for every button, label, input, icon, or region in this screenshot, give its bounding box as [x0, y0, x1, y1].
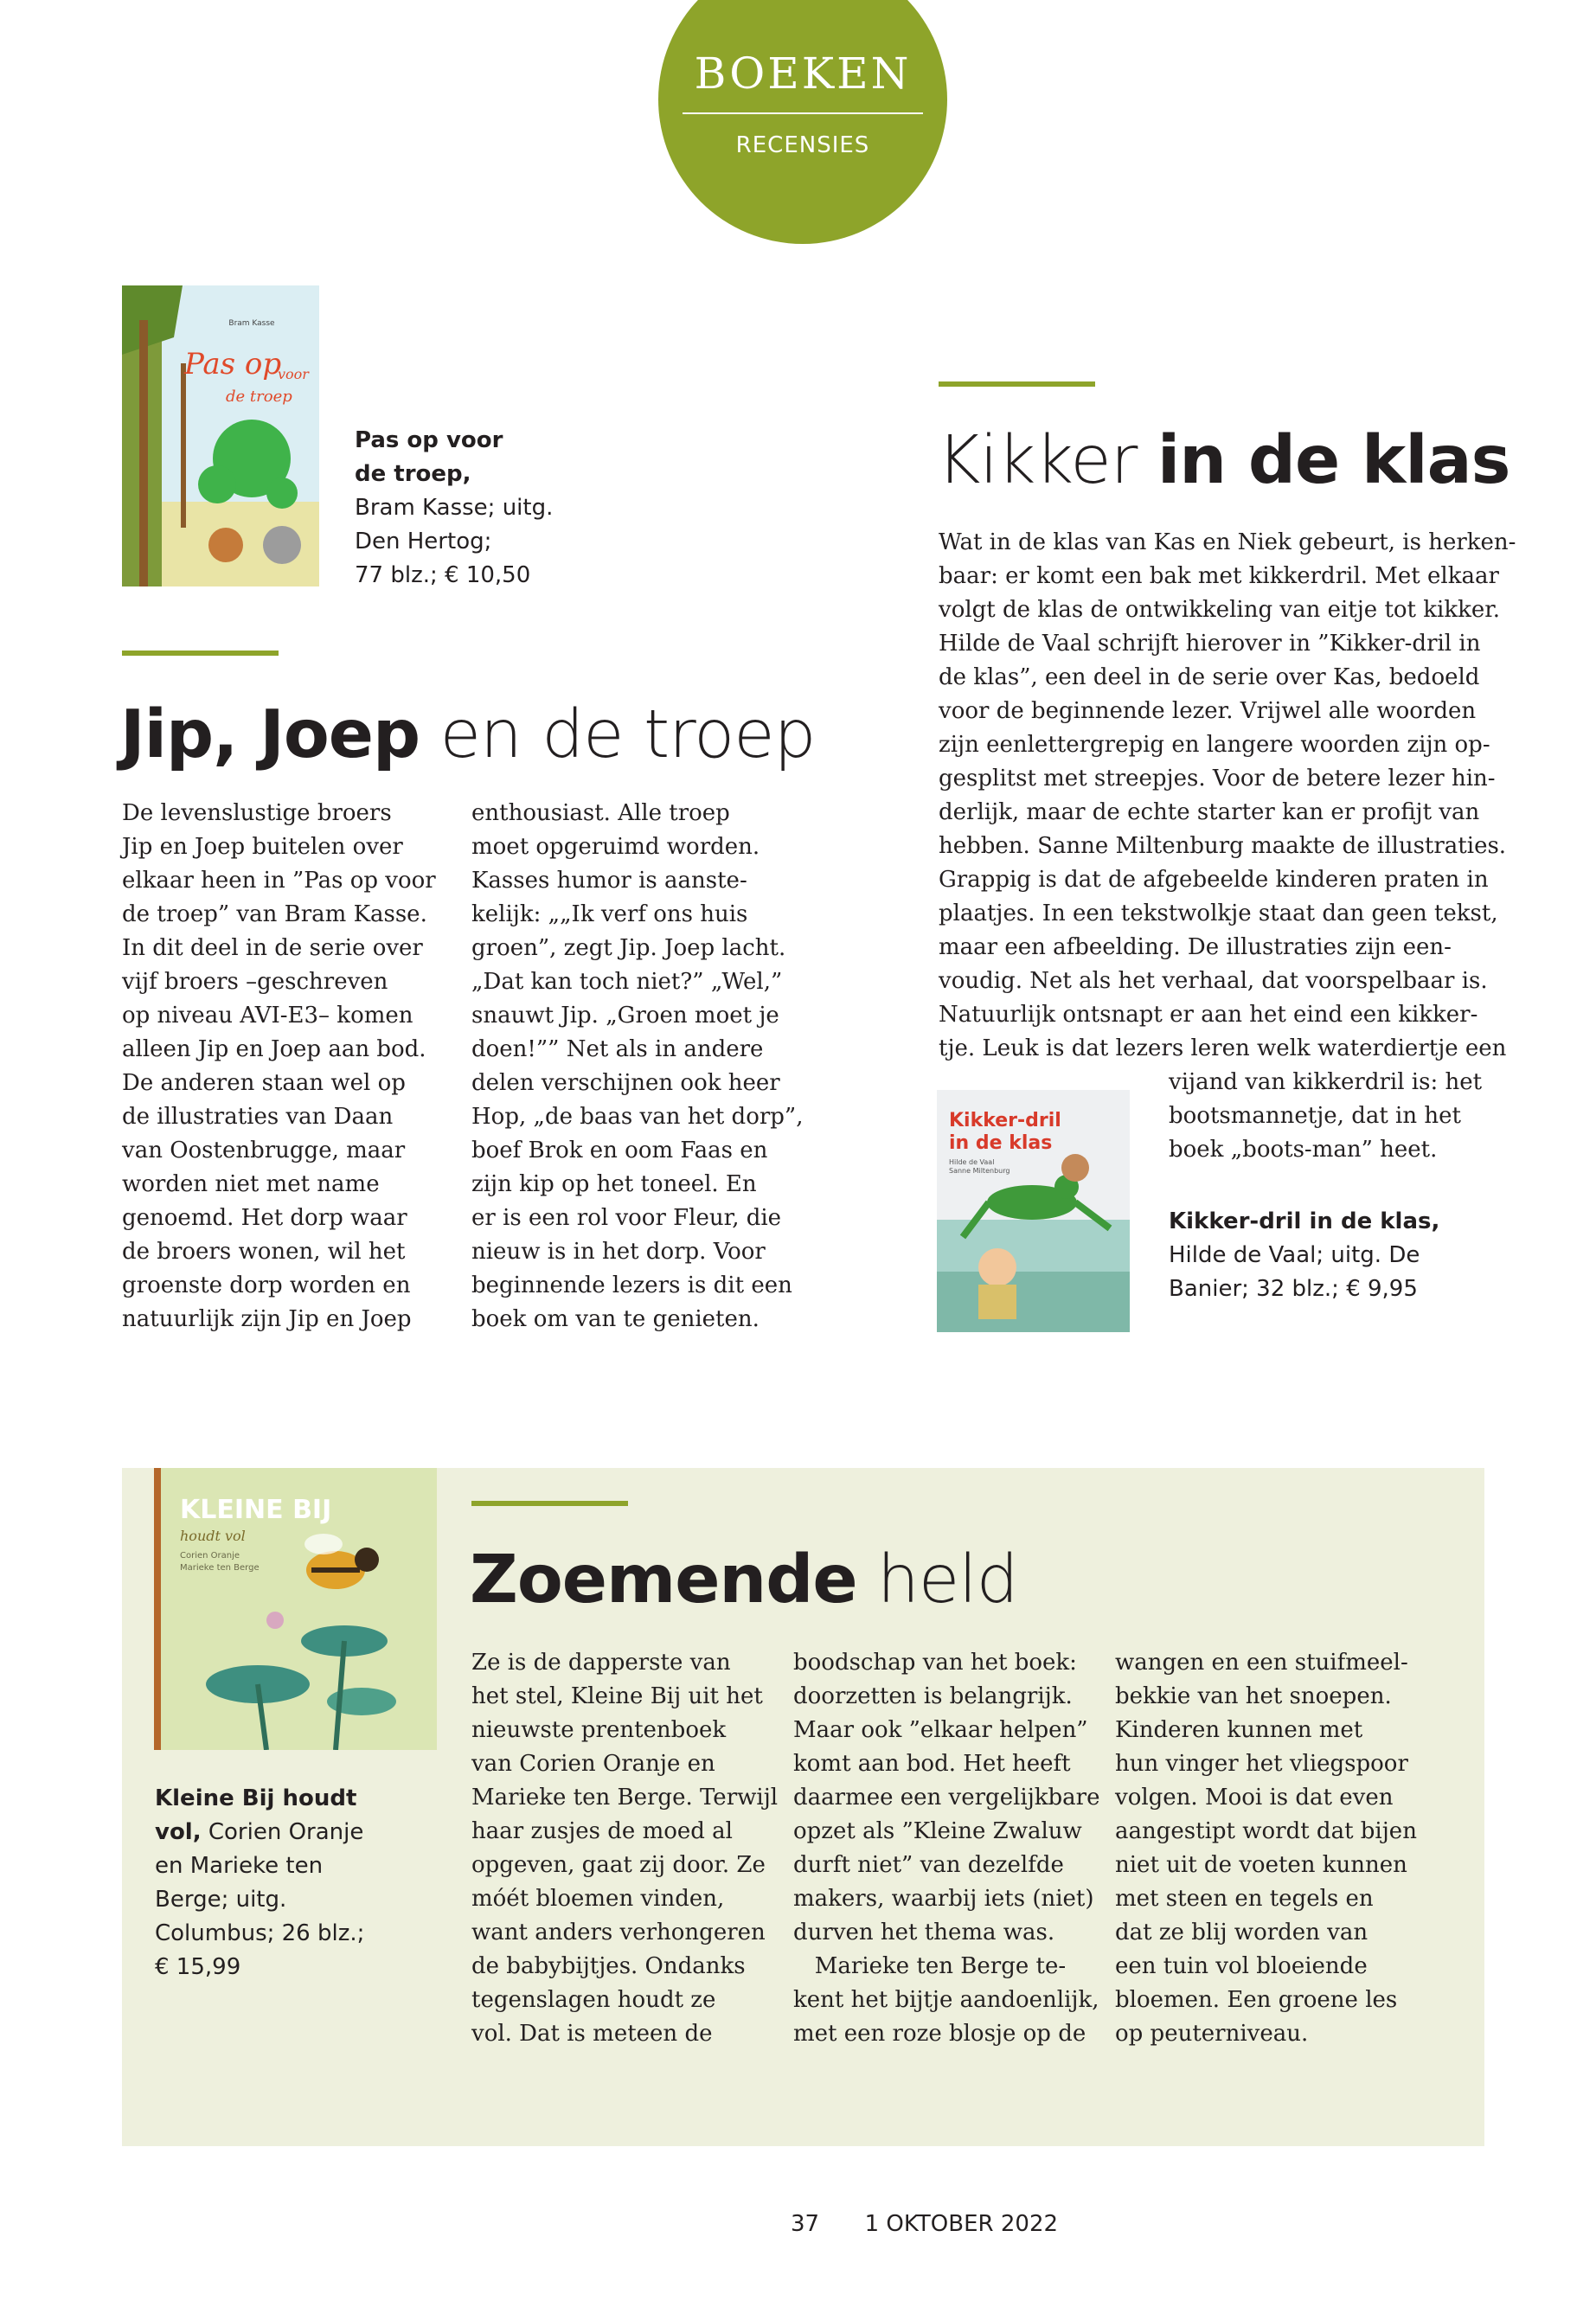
text-line: doorzetten is belangrijk. [793, 1683, 1073, 1709]
book-detail-part: Corien Oranje [201, 1819, 364, 1845]
book-info-pas-op [355, 424, 614, 593]
text-line: Marieke ten Berge. Terwijl [471, 1785, 779, 1811]
text-line: de troep” van Bram Kasse. [122, 901, 427, 927]
text-line: vijand van kikkerdril is: het [1169, 1069, 1483, 1095]
text-line: wangen en een stuifmeel- [1115, 1650, 1408, 1676]
text-line: komt aan bod. Het heeft [793, 1751, 1071, 1777]
text-line: vijf broers –geschreven [122, 969, 388, 995]
text-line: van Corien Oranje en [471, 1751, 715, 1777]
text-line: hebben. Sanne Miltenburg maakte de illustraties. [939, 833, 1507, 859]
article-column-2 [793, 1646, 1100, 2051]
cover-title-2: in de klas [949, 1132, 1053, 1154]
text-line: Hilde de Vaal schrijft hierover in ”Kikker-dril in [939, 631, 1481, 657]
text-line: volgt de klas de ontwikkeling van eitje tot kikker. [939, 597, 1501, 623]
book-detail: Den Hertog; [355, 529, 492, 554]
book-detail: Bram Kasse; uitg. [355, 495, 554, 521]
text-line: op peuterniveau. [1115, 2021, 1309, 2047]
text-line: de broers wonen, wil het [122, 1239, 406, 1265]
text-line: zijn eenlettergrepig en langere woorden zijn op- [939, 732, 1490, 758]
article-column-1 [471, 1646, 778, 2051]
cover-author-1: Hilde de Vaal [949, 1158, 995, 1166]
text-line: alleen Jip en Joep aan bod. [122, 1036, 426, 1062]
book-detail: Hilde de Vaal; uitg. De [1169, 1242, 1420, 1268]
article-heading-kikker [937, 422, 1509, 500]
book-title-part: vol, [155, 1819, 202, 1845]
book-cover-pas-op-voor-de-troep [122, 285, 319, 586]
text-line: enthousiast. Alle troep [471, 800, 730, 826]
cover-title-3: de troep [226, 388, 292, 406]
text-line: Natuurlijk ontsnapt er aan het eind een kikker- [939, 1002, 1478, 1028]
article-column-2 [471, 797, 804, 1336]
text-line: Kinderen kunnen met [1115, 1717, 1363, 1743]
cover-author-2: Sanne Miltenburg [949, 1167, 1010, 1175]
text-line: snauwt Jip. „Groen moet je [471, 1003, 779, 1029]
text-line: met steen en tegels en [1115, 1886, 1374, 1912]
text-line: groenste dorp worden en [122, 1272, 411, 1298]
text-line: beginnende lezers is dit een [471, 1272, 792, 1298]
text-line: makers, waarbij iets (niet) [793, 1886, 1094, 1912]
article-column-3 [1115, 1646, 1417, 2051]
text-line: de klas”, een deel in de serie over Kas, bedoeld [939, 664, 1480, 690]
text-line: een tuin vol bloeiende [1115, 1953, 1368, 1979]
text-line: groen”, zegt Jip. Joep lacht. [471, 935, 786, 961]
issue-date: 1 OKTOBER 2022 [864, 2211, 1059, 2237]
book-info-kleine-bij [155, 1782, 432, 1984]
text-line: er is een rol voor Fleur, die [471, 1205, 782, 1231]
text-line: durft niet” van dezelfde [793, 1852, 1064, 1878]
heading-light: en de troep [420, 696, 816, 773]
book-note-line [155, 1917, 432, 1951]
text-line: Maar ook ”elkaar helpen” [793, 1717, 1088, 1743]
cover-title: KLEINE BIJ [180, 1495, 332, 1525]
text-line: vol. Dat is meteen de [471, 2021, 713, 2047]
book-detail: Banier; 32 blz.; € 9,95 [1169, 1276, 1418, 1302]
book-detail-part: Columbus; 26 blz.; [155, 1920, 365, 1946]
book-detail-part: en Marieke ten [155, 1853, 324, 1879]
text-line: nieuw is in het dorp. Voor [471, 1239, 766, 1265]
text-line: moet opgeruimd worden. [471, 834, 760, 860]
text-line: „Dat kan toch niet?” „Wel,” [471, 969, 783, 995]
book-title-line: de troep, [355, 461, 471, 487]
text-line: boek om van te genieten. [471, 1306, 760, 1332]
book-title-line: Kikker-dril in de klas, [1169, 1208, 1440, 1234]
text-line: worden niet met name [122, 1171, 380, 1197]
book-note-line [155, 1951, 432, 1984]
text-line: In dit deel in de serie over [122, 935, 423, 961]
text-line: met een roze blosje op de [793, 2021, 1086, 2047]
text-line: delen verschijnen ook heer [471, 1070, 780, 1096]
section-subtitle: RECENSIES [735, 132, 870, 158]
section-badge [658, 0, 947, 244]
badge-divider [683, 112, 923, 114]
text-line: móét bloemen vinden, [471, 1886, 725, 1912]
text-line: de babybijtjes. Ondanks [471, 1953, 746, 1979]
text-line: op niveau AVI-E3– komen [122, 1003, 413, 1029]
book-detail: 77 blz.; € 10,50 [355, 562, 531, 588]
text-line: Kasses humor is aanste- [471, 868, 747, 894]
text-line: doen!”” Net als in andere [471, 1036, 764, 1062]
text-line: natuurlijk zijn Jip en Joep [122, 1306, 412, 1332]
text-line: durven het thema was. [793, 1920, 1055, 1945]
cover-author-1: Corien Oranje [180, 1551, 240, 1561]
text-line: aangestipt wordt dat bijen [1115, 1818, 1417, 1844]
text-line: kent het bijtje aandoenlijk, [793, 1987, 1099, 2013]
text-line: voor de beginnende lezer. Vrijwel alle woorden [939, 698, 1477, 724]
text-line: kelijk: „„Ik verf ons huis [471, 901, 748, 927]
book-cover-kikker-dril [937, 1090, 1130, 1332]
book-title-line: Pas op voor [355, 427, 503, 453]
text-line: elkaar heen in ”Pas op voor [122, 868, 436, 894]
text-line: bloemen. Een groene les [1115, 1987, 1398, 2013]
book-note-line [155, 1849, 432, 1883]
text-line: Wat in de klas van Kas en Niek gebeurt, is herken- [939, 529, 1516, 555]
text-line: de illustraties van Daan [122, 1104, 394, 1130]
text-line: boek „boots-man” heet. [1169, 1137, 1438, 1163]
text-line: voudig. Net als het verhaal, dat voorspelbaar is. [939, 968, 1488, 994]
text-line: van Oostenbrugge, maar [122, 1138, 406, 1163]
article-heading-jip-joep [120, 696, 816, 774]
text-line: tje. Leuk is dat lezers leren welk waterdiertje een [939, 1035, 1507, 1061]
text-line: daarmee een vergelijkbare [793, 1785, 1100, 1811]
text-line: genoemd. Het dorp waar [122, 1205, 407, 1231]
cover-author-2: Marieke ten Berge [180, 1563, 260, 1573]
text-line: baar: er komt een bak met kikkerdril. Met elkaar [939, 563, 1499, 589]
cover-title-1: Kikker-dril [949, 1110, 1061, 1131]
page-number: 37 [791, 2211, 820, 2237]
text-line: De anderen staan wel op [122, 1070, 406, 1096]
text-line: want anders verhongeren [471, 1920, 766, 1945]
cover-title-1: Pas op [184, 347, 282, 381]
cover-subtitle: houdt vol [180, 1528, 246, 1544]
text-line: tegenslagen houdt ze [471, 1987, 716, 2013]
text-line: boodschap van het boek: [793, 1650, 1077, 1676]
page-footer [791, 2211, 1058, 2237]
text-line: maar een afbeelding. De illustraties zijn een- [939, 934, 1452, 960]
text-line: gesplitst met streepjes. Voor de betere lezer hin- [939, 766, 1496, 792]
text-line: Grappig is dat de afgebeelde kinderen praten in [939, 867, 1489, 893]
text-line: boef Brok en oom Faas en [471, 1138, 768, 1163]
text-line: niet uit de voeten kunnen [1115, 1852, 1407, 1878]
text-line: Hop, „de baas van het dorp”, [471, 1104, 804, 1130]
text-line: derlijk, maar de echte starter kan er profijt van [939, 799, 1480, 825]
heading-bold: Jip, Joep [120, 696, 420, 773]
article-heading-zoemende-held [470, 1541, 1018, 1619]
article-column-1 [122, 797, 436, 1336]
heading-bold: in de klas [1157, 422, 1510, 499]
text-line: bootsmannetje, dat in het [1169, 1103, 1461, 1129]
accent-rule [122, 651, 279, 656]
text-line: nieuwste prentenboek [471, 1717, 727, 1743]
heading-light: held [856, 1541, 1018, 1618]
text-line: plaatjes. In een tekstwolkje staat dan geen tekst, [939, 901, 1498, 926]
article-body-wrap [1169, 1066, 1482, 1167]
book-title-part: Kleine Bij houdt [155, 1785, 357, 1811]
book-info-kikker-dril [1169, 1205, 1497, 1306]
book-cover-kleine-bij [154, 1468, 437, 1750]
cover-author: Bram Kasse [228, 319, 275, 328]
section-title: BOEKEN [694, 48, 912, 99]
text-line: hun vinger het vliegspoor [1115, 1751, 1408, 1777]
text-line: dat ze blij worden van [1115, 1920, 1368, 1945]
article-body-kikker [939, 526, 1516, 1066]
heading-light: Kikker [937, 422, 1157, 499]
book-note-line [155, 1883, 432, 1917]
text-line: zijn kip op het toneel. En [471, 1171, 757, 1197]
text-line: Marieke ten Berge te- [793, 1953, 1067, 1979]
text-line: haar zusjes de moed al [471, 1818, 733, 1844]
text-line: opgeven, gaat zij door. Ze [471, 1852, 766, 1878]
text-line: Ze is de dapperste van [471, 1650, 731, 1676]
text-line: bekkie van het snoepen. [1115, 1683, 1392, 1709]
heading-bold: Zoemende [470, 1541, 857, 1618]
text-line: De levenslustige broers [122, 800, 392, 826]
book-detail-part: Berge; uitg. [155, 1887, 287, 1913]
book-detail-part: € 15,99 [155, 1954, 241, 1980]
text-line: opzet als ”Kleine Zwaluw [793, 1818, 1082, 1844]
accent-rule [471, 1501, 628, 1506]
book-note-line [155, 1782, 432, 1816]
text-line: het stel, Kleine Bij uit het [471, 1683, 763, 1709]
text-line: Jip en Joep buitelen over [122, 834, 403, 860]
accent-rule [939, 381, 1095, 387]
cover-title-2: voor [278, 366, 309, 382]
text-line: volgen. Mooi is dat even [1115, 1785, 1394, 1811]
book-note-line [155, 1816, 432, 1849]
